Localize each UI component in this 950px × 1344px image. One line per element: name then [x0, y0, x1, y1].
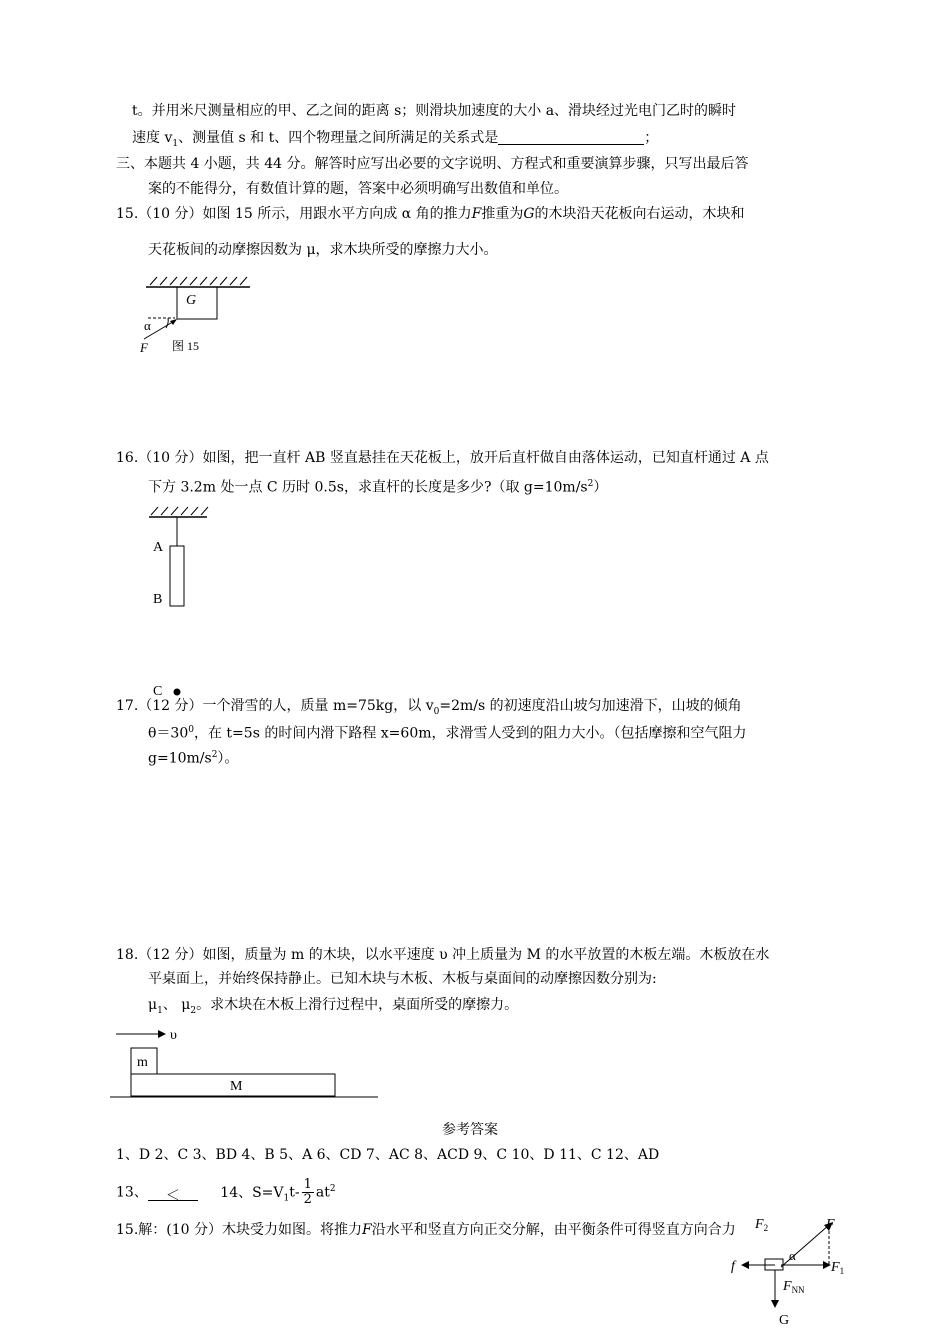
text: 13、 — [116, 1184, 148, 1201]
text: =2m/s 的初速度沿山坡匀加速滑下，山坡的倾角 — [439, 698, 742, 714]
q16-line2 — [148, 474, 607, 498]
gravity-G-label: G — [779, 1313, 790, 1328]
q18-line2: 平桌面上，并始终保持静止。已知木块与木板、木板与桌面间的动摩擦因数分别为: — [148, 971, 657, 987]
board-M-label: M — [230, 1079, 243, 1094]
text: 17.（12 分）一个滑雪的人，质量 m=75kg，以 v — [116, 698, 434, 714]
block-G-label: G — [186, 293, 197, 308]
alpha-label: α — [789, 1248, 796, 1263]
q18-figure — [108, 1022, 383, 1102]
text: 、测量值 s 和 t、四个物理量之间所满足的关系式是 — [178, 130, 499, 146]
force-F1-label — [830, 1260, 844, 1276]
text: 、 μ — [162, 997, 191, 1013]
text: 15.（10 分）如图 15 所示，用跟水平方向成 α 角的推力 — [116, 206, 472, 222]
q13-line2 — [132, 128, 658, 154]
text: 的木块沿天花板向右运动，木块和 — [534, 206, 745, 222]
text: θ＝30 — [148, 725, 189, 742]
denominator: 2 — [303, 1192, 312, 1207]
numerator: 1 — [303, 1177, 312, 1192]
q15-figure — [130, 272, 250, 362]
var-G: G — [523, 206, 535, 222]
text: at — [315, 1184, 330, 1201]
q15-line2: 天花板间的动摩擦因数为 μ，求木块所受的摩擦力大小。 — [148, 242, 498, 258]
var-F: F — [471, 206, 482, 222]
label-C: C — [153, 684, 163, 699]
subscript: 1 — [172, 138, 179, 149]
text: ）。 — [217, 750, 239, 767]
text: 推重为 — [481, 206, 524, 222]
text: 。求木块在木板上滑行过程中，桌面所受的摩擦力。 — [196, 997, 519, 1013]
answer-13-value: ＜ — [148, 1186, 198, 1201]
figure-caption: 图 15 — [172, 339, 200, 353]
var-F: F — [362, 1222, 372, 1238]
label-A: A — [153, 540, 164, 555]
force-F-label: F — [140, 340, 148, 355]
block-m-label: m — [137, 1055, 148, 1070]
q17-line3 — [148, 745, 238, 769]
q16-line1: 16.（10 分）如图，把一直杆 AB 竖直悬挂在天花板上，放开后直杆做自由落体运动，已知直杆通过 A 点 — [116, 450, 769, 466]
text: ） — [593, 479, 608, 496]
answer-blank — [498, 130, 644, 145]
text: ，在 t=5s 的时间内滑下路程 x=60m，求滑雪人受到的阻力大小。（包括摩擦和空气阻力 — [193, 725, 747, 742]
text: 下方 3.2m 处一点 C 历时 0.5s，求直杆的长度是多少?（取 g=10m/s — [148, 479, 588, 496]
answers-13-14 — [116, 1178, 336, 1208]
F2-base: F — [755, 1217, 764, 1232]
F1-base: F — [831, 1260, 840, 1275]
answers-15-line1 — [116, 1220, 736, 1240]
text: g=10m/s — [148, 750, 212, 767]
superscript: 0 — [188, 725, 194, 735]
force-F-label: F — [826, 1217, 835, 1232]
FN-base: F — [783, 1279, 792, 1294]
FN-subscript: NN — [791, 1285, 805, 1295]
superscript: 2 — [587, 479, 594, 489]
q17-line2 — [148, 720, 747, 744]
friction-f-label: f — [731, 1259, 735, 1274]
section3-line1: 三、本题共 4 小题，共 44 分。解答时应写出必要的文字说明、方程式和重要演算步骤，只写出最后答 — [116, 156, 749, 172]
q13-line1: t。并用米尺测量相应的甲、乙之间的距离 s；则滑块加速度的大小 a、滑块经过光电门乙时的瞬时 — [132, 103, 737, 119]
text: μ — [148, 997, 158, 1013]
q18-line1: 18.（12 分）如图，质量为 m 的木块，以水平速度 υ 冲上质量为 M 的水平放置的木板左端。木板放在水 — [116, 947, 770, 963]
a15-force-diagram — [725, 1212, 850, 1340]
section3-line2: 案的不能得分，有数值计算的题，答案中必须明确写出数值和单位。 — [148, 181, 568, 197]
subscript: 1 — [157, 1005, 163, 1016]
subscript: 1 — [283, 1193, 290, 1204]
F1-subscript: 1 — [839, 1266, 845, 1276]
text: 15.解：(10 分）木块受力如图。将推力 — [116, 1222, 362, 1238]
q16-figure — [145, 502, 215, 702]
text: 速度 v — [132, 130, 173, 146]
q18-line3 — [148, 995, 518, 1021]
q17-line1 — [116, 696, 742, 722]
fraction-half — [302, 1178, 314, 1207]
force-F2-label — [754, 1217, 768, 1233]
alpha-label: α — [144, 318, 151, 333]
text: 14、S=V — [220, 1184, 284, 1201]
answers-mc: 1、D 2、C 3、BD 4、B 5、A 6、CD 7、AC 8、ACD 9、C 10、D 11、C 12、AD — [116, 1147, 660, 1163]
text: t- — [289, 1184, 300, 1201]
subscript: 0 — [433, 706, 440, 717]
velocity-label: υ — [170, 1028, 177, 1043]
q15-line1 — [116, 204, 745, 224]
F2-subscript: 2 — [763, 1223, 769, 1233]
answers-title: 参考答案 — [442, 1122, 498, 1138]
normal-force-label — [782, 1279, 805, 1295]
superscript: 2 — [211, 750, 218, 760]
text: ； — [644, 130, 659, 146]
label-B: B — [153, 592, 163, 607]
superscript: 2 — [329, 1183, 336, 1194]
text: 沿水平和竖直方向正交分解，由平衡条件可得竖直方向合力 — [371, 1222, 736, 1238]
subscript: 2 — [190, 1005, 197, 1016]
